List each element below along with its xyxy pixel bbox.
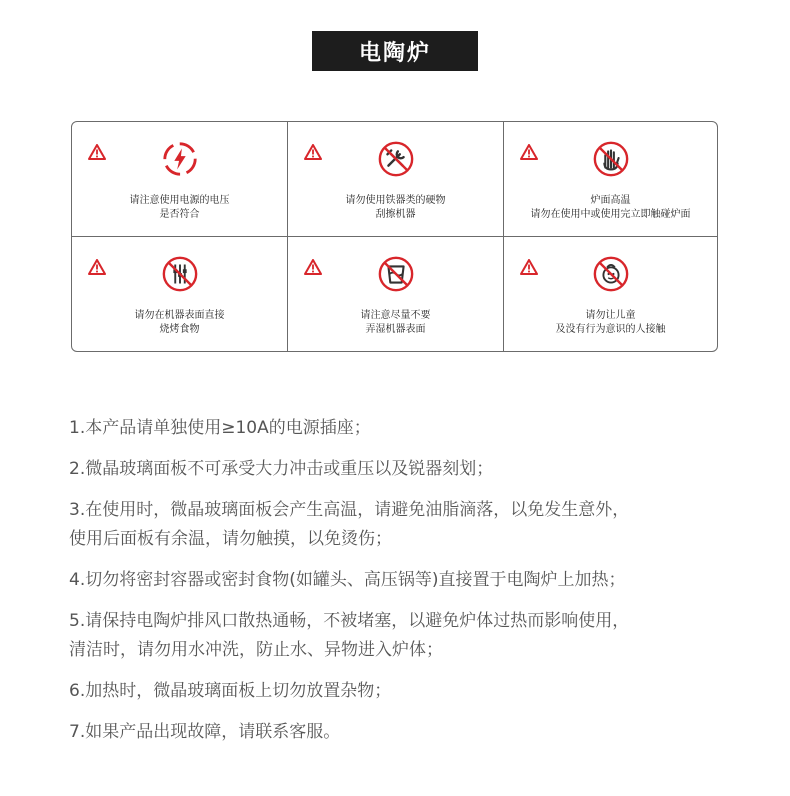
- warning-caption: 炉面高温 请勿在使用中或使用完立即触碰炉面: [530, 195, 691, 220]
- warning-cell-children: [504, 237, 717, 352]
- warning-cell-metal: [288, 122, 504, 237]
- warning-triangle-icon: [520, 259, 538, 275]
- no-metal-tools-icon: [377, 140, 415, 178]
- note-item: 5.请保持电陶炉排风口散热通畅，不被堵塞，以避免炉体过热而影响使用， 清洁时，请勿用水冲洗，防止水、异物进入炉体；: [69, 611, 630, 660]
- warning-triangle-icon: [88, 144, 106, 160]
- warning-cell-grill: [72, 237, 288, 352]
- no-electricity-icon: [161, 140, 199, 178]
- warning-triangle-icon: [304, 259, 322, 275]
- warning-cell-hot-surface: [504, 122, 717, 237]
- warning-triangle-icon: [304, 144, 322, 160]
- warning-triangle-icon: [520, 144, 538, 160]
- no-direct-grill-icon: [161, 255, 199, 293]
- usage-notes: [69, 414, 729, 759]
- warning-cell-wet: [288, 237, 504, 352]
- note-item: 6.加热时，微晶玻璃面板上切勿放置杂物；: [69, 681, 392, 701]
- no-wet-icon: [377, 255, 415, 293]
- note-item: 1.本产品请单独使用≥10A的电源插座；: [69, 418, 371, 438]
- warning-triangle-icon: [88, 259, 106, 275]
- warning-caption: 请勿让儿童 及没有行为意识的人接触: [555, 309, 666, 335]
- warning-caption: 请注意尽量不要 弄湿机器表面: [360, 309, 431, 335]
- no-children-icon: [592, 255, 630, 293]
- note-item: 4.切勿将密封容器或密封食物(如罐头、高压锅等)直接置于电陶炉上加热；: [69, 570, 626, 590]
- note-item: 3.在使用时，微晶玻璃面板会产生高温，请避免油脂滴落，以免发生意外， 使用后面板有余温，请勿触摸，以免烫伤；: [69, 500, 630, 549]
- no-touch-hot-icon: [592, 140, 630, 178]
- warning-grid: [71, 121, 718, 352]
- warning-cell-voltage: [72, 122, 288, 237]
- note-item: 7.如果产品出现故障，请联系客服。: [69, 722, 341, 742]
- warning-caption: 请勿使用铁器类的硬物 刮擦机器: [345, 195, 446, 220]
- note-item: 2.微晶玻璃面板不可承受大力冲击或重压以及锐器刻划；: [69, 459, 494, 479]
- warning-caption: 请注意使用电源的电压 是否符合: [129, 195, 230, 220]
- warning-caption: 请勿在机器表面直接 烧烤食物: [134, 309, 225, 335]
- page-title: 电陶炉: [312, 31, 478, 71]
